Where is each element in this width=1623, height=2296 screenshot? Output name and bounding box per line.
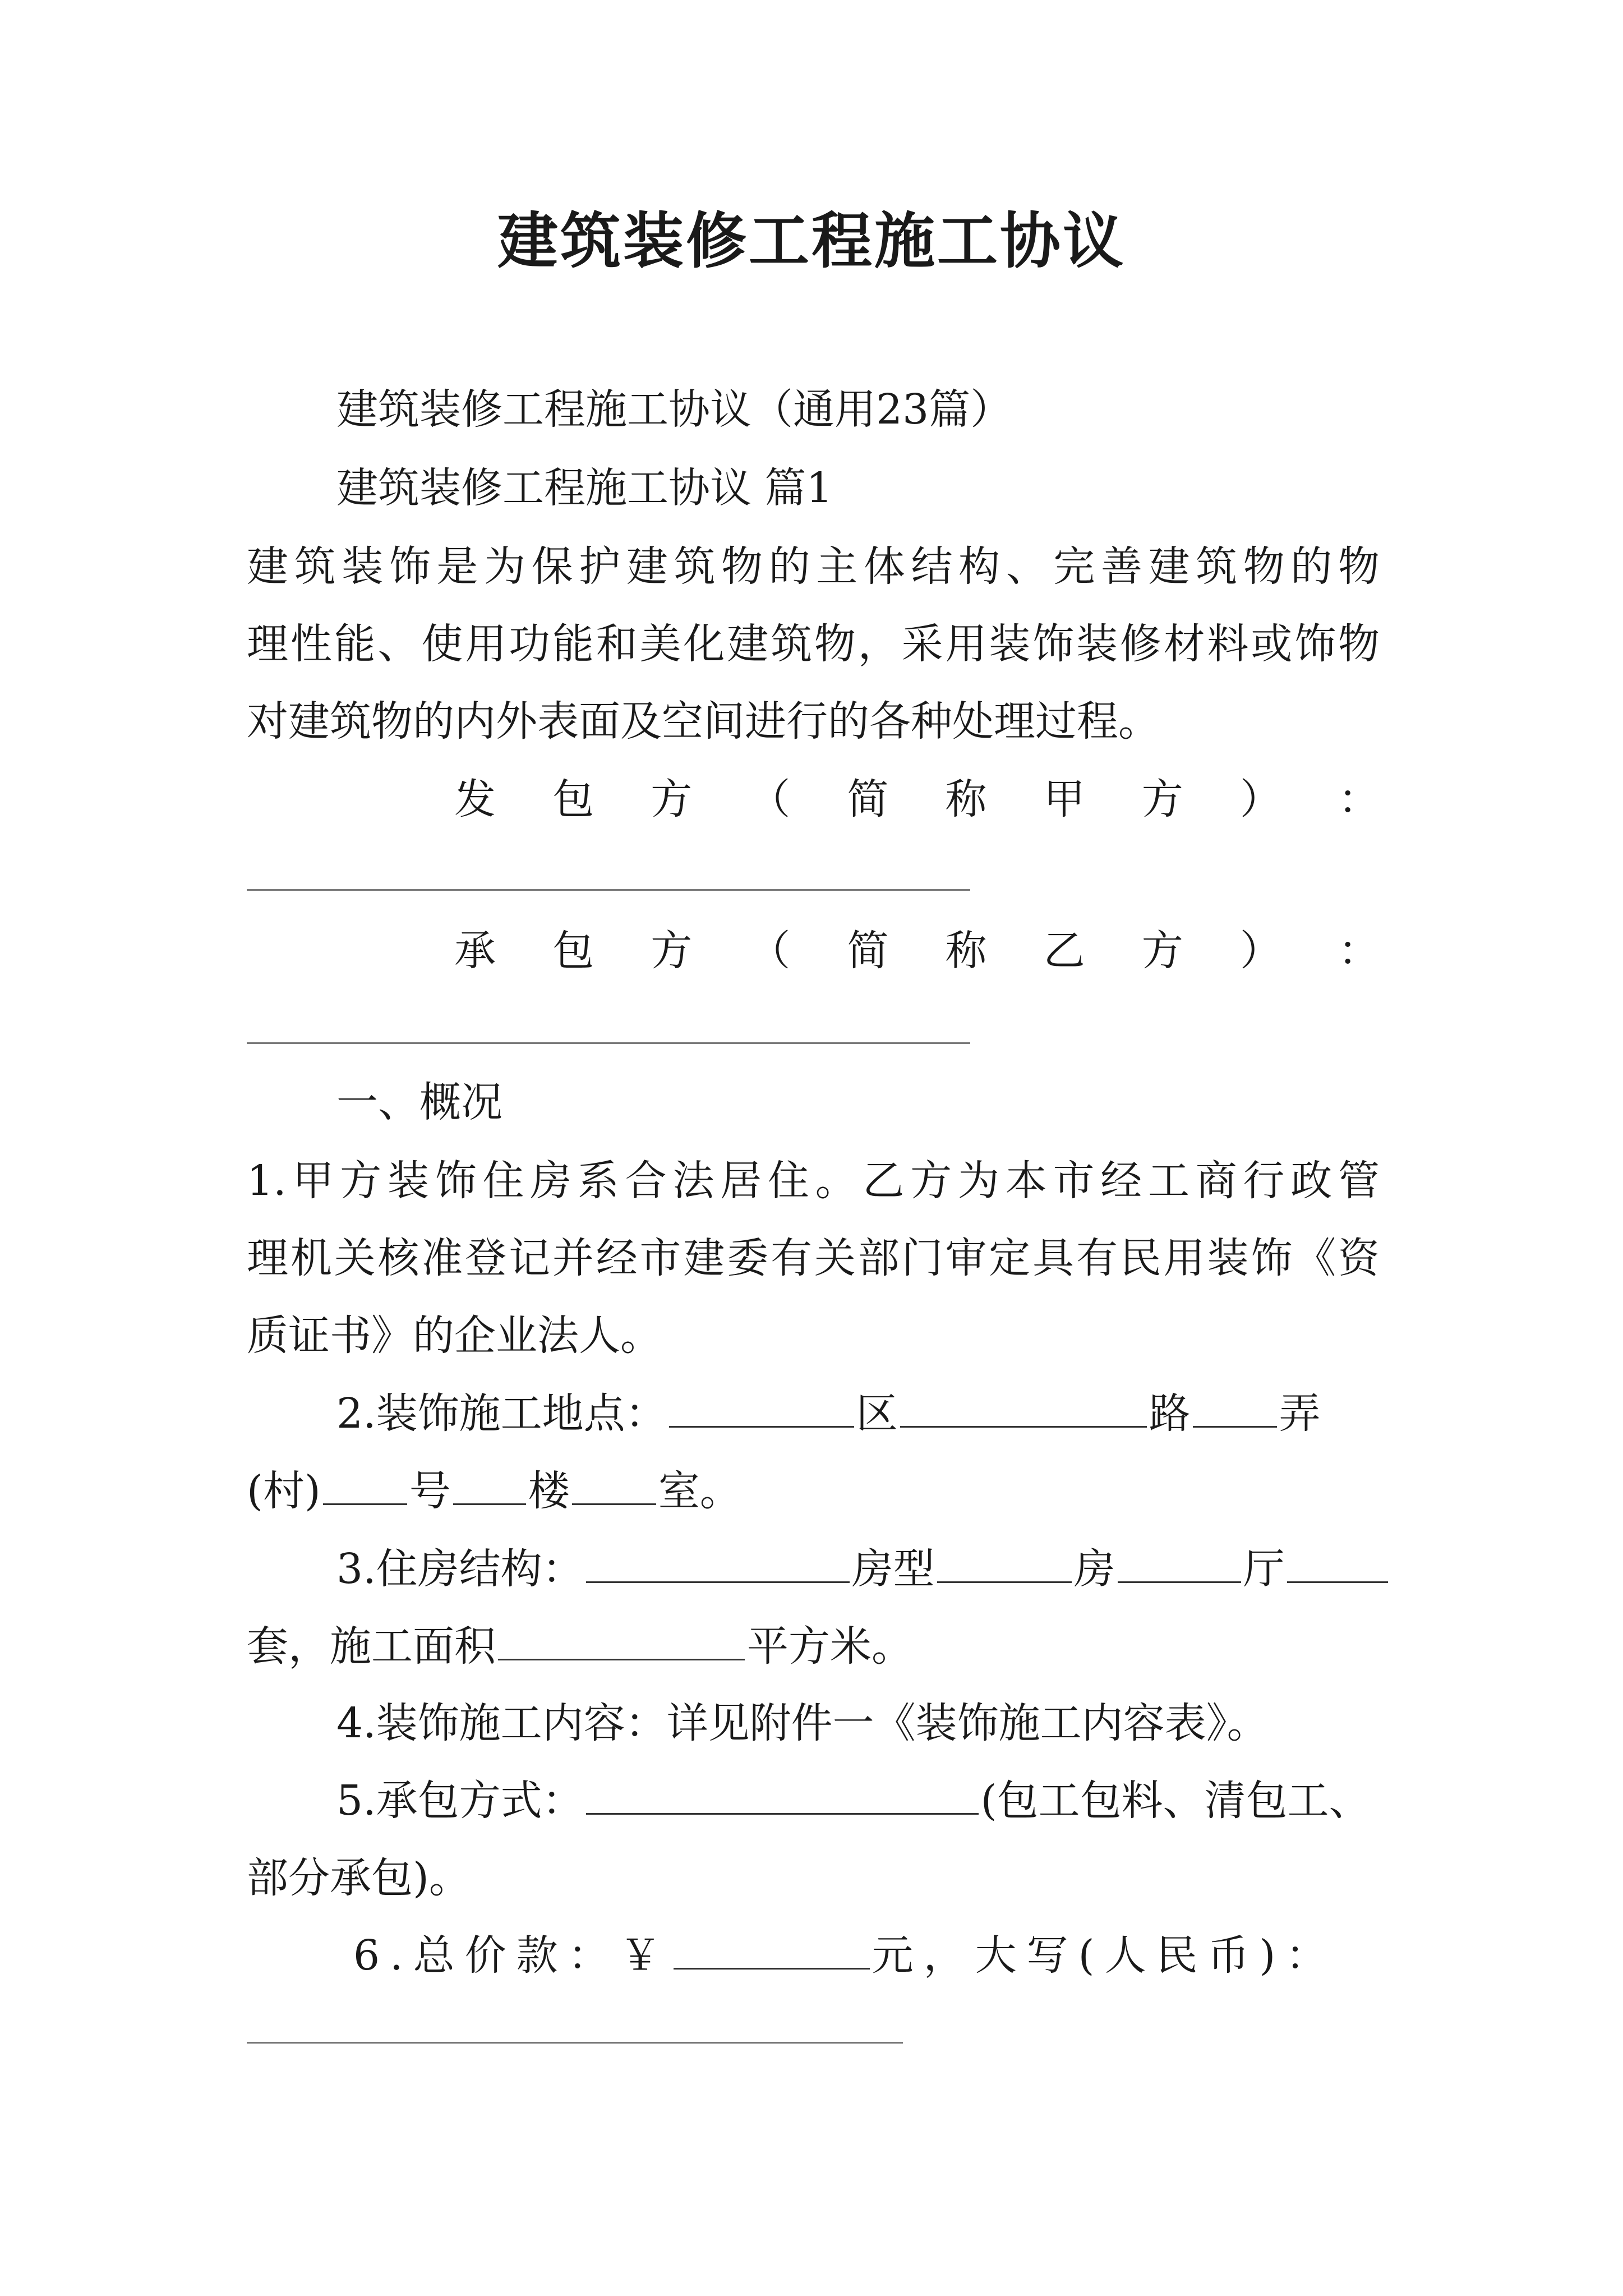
party-b-char: 承 bbox=[454, 927, 496, 975]
item-3-label: 3.住房结构： bbox=[336, 1545, 584, 1593]
rooms-blank[interactable] bbox=[937, 1542, 1072, 1583]
suites-label: 套，施工面积 bbox=[247, 1622, 496, 1671]
number-blank[interactable] bbox=[323, 1464, 407, 1505]
item-2-label: 2.装饰施工地点： bbox=[336, 1389, 667, 1438]
party-a-label bbox=[454, 771, 1380, 827]
item-3-line-1 bbox=[336, 1541, 1390, 1597]
party-b-char: 方 bbox=[651, 927, 693, 975]
item-3-line-2 bbox=[247, 1618, 913, 1674]
yuan-label: 元，大写(人民币)： bbox=[872, 1931, 1338, 1980]
room-blank[interactable] bbox=[572, 1464, 656, 1505]
lane-blank[interactable] bbox=[1193, 1387, 1277, 1428]
party-a-char: 发 bbox=[454, 775, 496, 823]
party-b-char: 称 bbox=[945, 927, 987, 975]
item-4: 4.装饰施工内容：详见附件一《装饰施工内容表》。 bbox=[336, 1699, 1269, 1747]
halls-blank[interactable] bbox=[1118, 1542, 1241, 1583]
room-label: 室。 bbox=[658, 1467, 741, 1515]
road-label: 路 bbox=[1149, 1389, 1191, 1438]
party-a-char: 方 bbox=[651, 775, 693, 823]
intro-line-2: 理性能、使用功能和美化建筑物，采用装饰装修材料或饰物 bbox=[247, 620, 1380, 668]
item-2-line-2 bbox=[247, 1463, 741, 1519]
price-blank[interactable] bbox=[674, 1929, 870, 1970]
building-label: 楼 bbox=[528, 1467, 570, 1515]
lane-label: 弄 bbox=[1279, 1389, 1321, 1438]
item-1-line-2: 理机关核准登记并经市建委有关部门审定具有民用装饰《资 bbox=[247, 1234, 1380, 1282]
item-1-line-1: 1.甲方装饰住房系合法居住。乙方为本市经工商行政管 bbox=[247, 1157, 1380, 1205]
halls-label: 厅 bbox=[1243, 1545, 1285, 1593]
rooms-label: 房 bbox=[1073, 1545, 1115, 1593]
section-1-heading: 一、概况 bbox=[336, 1078, 502, 1126]
document-title: 建筑装修工程施工协议 bbox=[497, 206, 1126, 277]
party-a-char: 甲 bbox=[1043, 775, 1085, 823]
party-a-char: 称 bbox=[945, 775, 987, 823]
item-6-label: 6.总价款：￥ bbox=[353, 1931, 671, 1980]
party-b-char: 简 bbox=[847, 927, 889, 975]
subtitle: 建筑装修工程施工协议（通用23篇） bbox=[336, 385, 1012, 434]
district-label: 区 bbox=[856, 1389, 898, 1438]
item-1-line-3: 质证书》的企业法人。 bbox=[247, 1312, 662, 1360]
contract-type-blank[interactable] bbox=[586, 1774, 979, 1815]
party-a-char: 方 bbox=[1141, 775, 1183, 823]
party-b-char: （ bbox=[749, 927, 791, 975]
party-b-char: 包 bbox=[552, 927, 594, 975]
party-b-char: 乙 bbox=[1043, 927, 1085, 975]
village-label: (村) bbox=[247, 1467, 321, 1515]
party-b-fill-line bbox=[247, 1042, 970, 1044]
party-a-fill-line bbox=[247, 889, 970, 891]
party-a-char: ： bbox=[1338, 775, 1380, 823]
item-5-line-1 bbox=[336, 1773, 1370, 1829]
number-label: 号 bbox=[409, 1467, 451, 1515]
item-6-line-1 bbox=[353, 1927, 1337, 1984]
party-b-label bbox=[454, 923, 1380, 979]
party-b-char: 方 bbox=[1141, 927, 1183, 975]
building-blank[interactable] bbox=[453, 1464, 526, 1505]
suites-blank[interactable] bbox=[1287, 1542, 1388, 1583]
district-blank[interactable] bbox=[669, 1387, 854, 1428]
road-blank[interactable] bbox=[900, 1387, 1147, 1428]
intro-line-1: 建筑装饰是为保护建筑物的主体结构、完善建筑物的物 bbox=[247, 542, 1380, 591]
party-a-char: ） bbox=[1239, 775, 1281, 823]
intro-line-3: 对建筑物的内外表面及空间进行的各种处理过程。 bbox=[247, 697, 1160, 746]
item-5-line-2: 部分承包)。 bbox=[247, 1854, 471, 1902]
type-label: 房型 bbox=[851, 1545, 935, 1593]
party-b-char: ） bbox=[1239, 927, 1281, 975]
item-5-label: 5.承包方式： bbox=[336, 1777, 584, 1825]
structure-blank[interactable] bbox=[586, 1542, 850, 1583]
contract-options: (包工包料、清包工、 bbox=[980, 1777, 1371, 1825]
part-heading: 建筑装修工程施工协议 篇1 bbox=[336, 464, 833, 512]
price-words-fill-line bbox=[247, 2042, 903, 2044]
item-2-line-1 bbox=[336, 1386, 1321, 1442]
party-b-char: ： bbox=[1338, 927, 1380, 975]
area-blank[interactable] bbox=[498, 1619, 745, 1660]
party-a-char: 包 bbox=[552, 775, 594, 823]
party-a-char: 简 bbox=[847, 775, 889, 823]
area-unit: 平方米。 bbox=[747, 1622, 913, 1671]
party-a-char: （ bbox=[749, 775, 791, 823]
